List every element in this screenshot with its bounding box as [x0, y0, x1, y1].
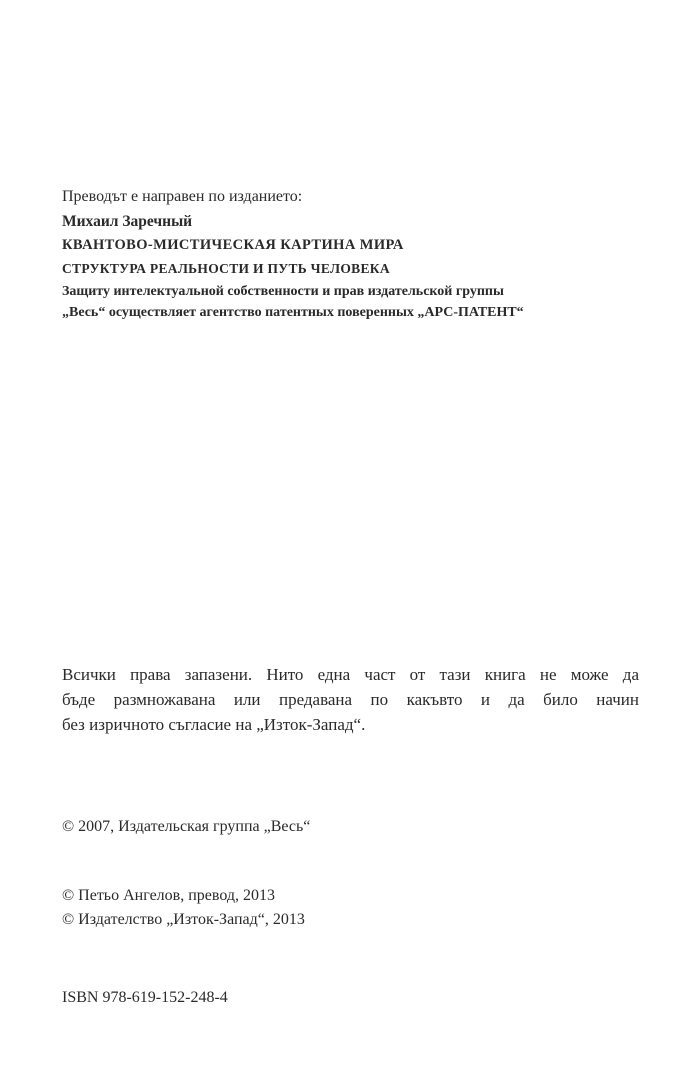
rights-line-3: без изричното съгласие на „Изток-Запад“. [62, 715, 366, 734]
ip-notice-line-1: Защиту интелектуальной собственности и прав издательской группы [62, 284, 504, 299]
rights-line-2: бъде размножавана или предавана по какъвто и да било начин [62, 690, 639, 709]
original-author: Михаил Заречный [62, 213, 193, 230]
rights-notice [62, 662, 639, 737]
original-subtitle: СТРУКТУРА РЕАЛЬНОСТИ И ПУТЬ ЧЕЛОВЕКА [62, 261, 390, 276]
copyright-publisher: © Издателство „Изток-Запад“, 2013 [62, 911, 305, 928]
source-intro: Преводът е направен по изданието: [62, 188, 303, 205]
original-title: КВАНТОВО-МИСТИЧЕСКАЯ КАРТИНА МИРА [62, 237, 404, 253]
copyright-translation: © Петьо Ангелов, превод, 2013 [62, 887, 275, 904]
isbn: ISBN 978-619-152-248-4 [62, 989, 228, 1006]
copyright-original: © 2007, Издательская группа „Весь“ [62, 818, 311, 835]
ip-notice-line-2: „Весь“ осуществляет агентство патентных поверенных „АРС-ПАТЕНТ“ [62, 305, 524, 320]
rights-line-1: Всички права запазени. Нито една част от тази книга не може да [62, 665, 639, 684]
